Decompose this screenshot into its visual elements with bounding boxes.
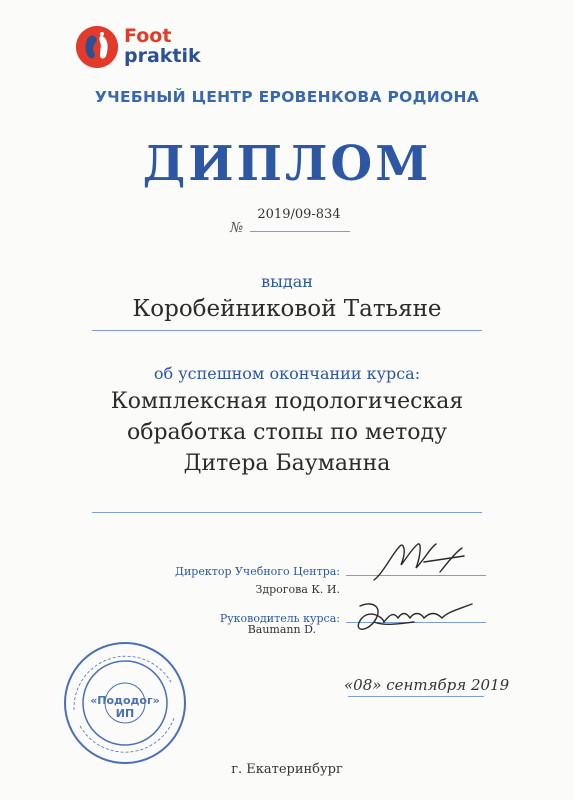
director-name: Здрогова К. И. <box>255 583 340 596</box>
number-underline <box>250 231 350 232</box>
date-underline <box>348 696 484 697</box>
issued-label: выдан <box>261 272 313 291</box>
diploma-title: ДИПЛОМ <box>142 136 432 192</box>
director-label: Директор Учебного Центра: <box>175 565 340 578</box>
course-intro: об успешном окончании курса: <box>153 364 421 383</box>
logo-text-foot: Foot <box>124 25 172 47</box>
recipient-name: Коробейниковой Татьяне <box>132 296 442 322</box>
course-lead-signature <box>344 588 484 644</box>
course-title-line: Дитера Бауманна <box>183 451 391 476</box>
course-lead-name: Baumann D. <box>247 623 316 636</box>
course-title <box>0 386 574 479</box>
course-title-line: Комплексная подологическая <box>110 389 464 414</box>
logo-text-praktik: praktik <box>124 45 201 67</box>
recipient-underline <box>92 330 482 331</box>
course-title-line: обработка стопы по методу <box>126 420 448 445</box>
foot-logo-icon <box>76 26 118 68</box>
course-underline <box>92 512 482 513</box>
stamp-center-text: «Пододог» ИП <box>90 694 160 720</box>
company-stamp <box>62 640 188 766</box>
foot-praktik-logo <box>76 24 216 74</box>
number-sign: № <box>230 220 244 236</box>
course-lead-label: Руководитель курса: <box>219 612 340 625</box>
issue-date: «08» сентября 2019 <box>344 676 510 694</box>
diploma-number: 2019/09-834 <box>257 207 341 222</box>
city-label: г. Екатеринбург <box>231 762 343 777</box>
training-center-name: УЧЕБНЫЙ ЦЕНТР ЕРОВЕНКОВА РОДИОНА <box>94 88 480 106</box>
director-signature <box>364 532 484 592</box>
